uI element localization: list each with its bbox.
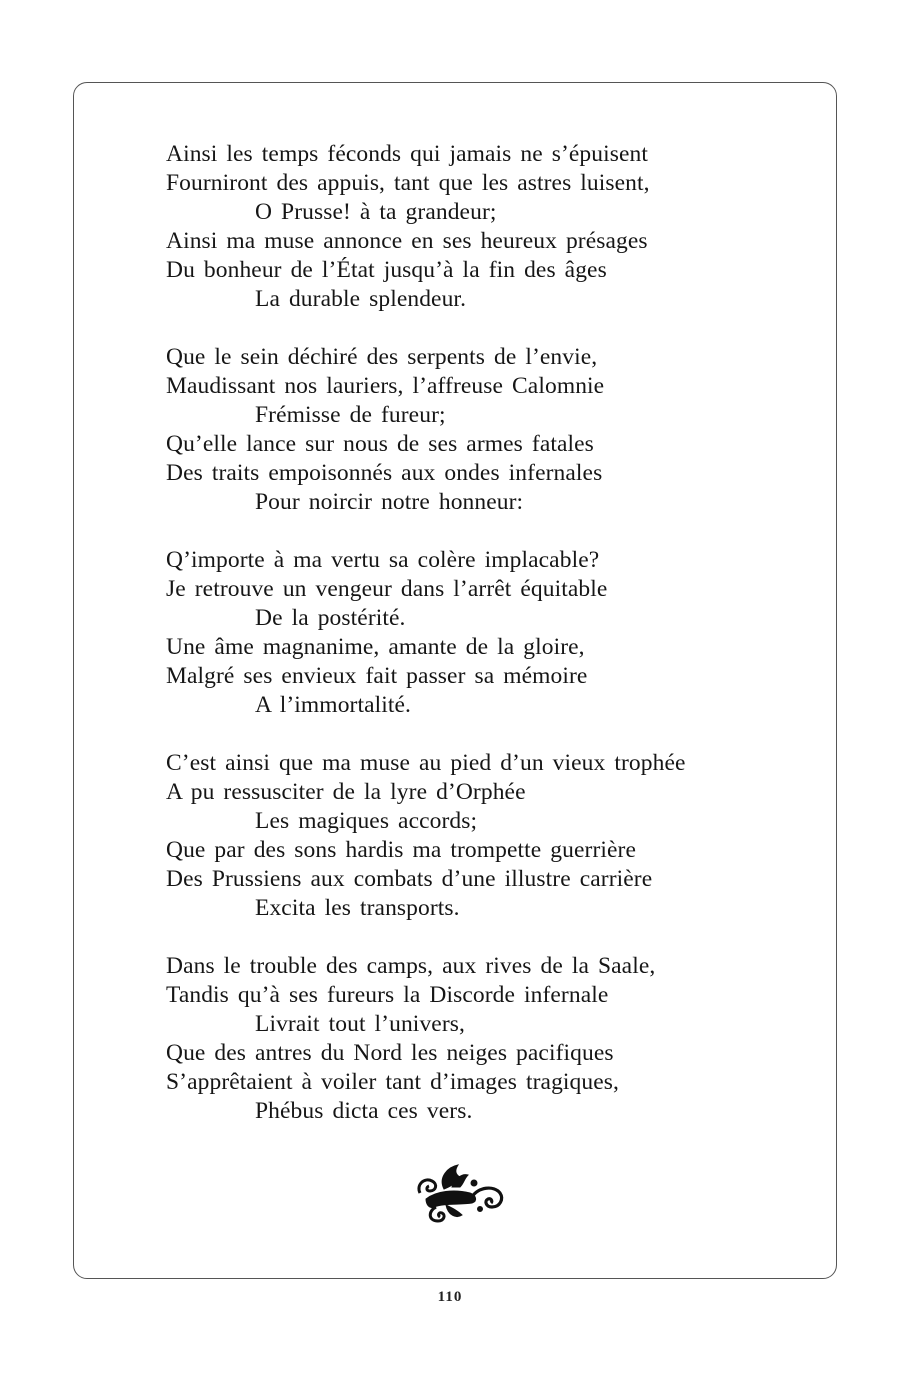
verse-line: Pour noircir notre honneur:	[255, 489, 524, 515]
verse-line: Malgré ses envieux fait passer sa mémoire	[166, 663, 588, 689]
verse-line: Ainsi ma muse annonce en ses heureux présages	[166, 228, 648, 254]
verse-line: Ainsi les temps féconds qui jamais ne s’épuisent	[166, 141, 649, 167]
verse-line: La durable splendeur.	[255, 286, 467, 312]
verse-line: Dans le trouble des camps, aux rives de la Saale,	[166, 953, 656, 979]
verse-line: Excita les transports.	[255, 895, 460, 921]
stanza	[166, 952, 806, 1126]
verse-line: Je retrouve un vengeur dans l’arrêt équitable	[166, 576, 608, 602]
stanza	[166, 140, 806, 314]
stanza	[166, 546, 806, 720]
fleuron-icon	[414, 1163, 506, 1223]
verse-line: O Prusse! à ta grandeur;	[255, 199, 497, 225]
stanza	[166, 749, 806, 923]
verse-line: Phébus dicta ces vers.	[255, 1098, 473, 1124]
poem-body	[166, 140, 806, 1155]
verse-line: Du bonheur de l’État jusqu’à la fin des âges	[166, 257, 607, 283]
verse-line: Des Prussiens aux combats d’une illustre carrière	[166, 866, 653, 892]
stanza	[166, 343, 806, 517]
verse-line: Frémisse de fureur;	[255, 402, 446, 428]
verse-line: A pu ressusciter de la lyre d’Orphée	[166, 779, 526, 805]
verse-line: Tandis qu’à ses fureurs la Discorde infernale	[166, 982, 609, 1008]
verse-line: Livrait tout l’univers,	[255, 1011, 465, 1037]
verse-line: Fourniront des appuis, tant que les astres luisent,	[166, 170, 650, 196]
verse-line: Maudissant nos lauriers, l’affreuse Calomnie	[166, 373, 605, 399]
verse-line: S’apprêtaient à voiler tant d’images tragiques,	[166, 1069, 619, 1095]
verse-line: Les magiques accords;	[255, 808, 478, 834]
verse-line: Qu’elle lance sur nous de ses armes fatales	[166, 431, 594, 457]
page-number: 110	[437, 1289, 463, 1305]
verse-line: Que le sein déchiré des serpents de l’envie,	[166, 344, 598, 370]
verse-line: Que des antres du Nord les neiges pacifiques	[166, 1040, 614, 1066]
verse-line: C’est ainsi que ma muse au pied d’un vieux trophée	[166, 750, 686, 776]
verse-line: De la postérité.	[255, 605, 406, 631]
verse-line: Des traits empoisonnés aux ondes infernales	[166, 460, 603, 486]
verse-line: Q’importe à ma vertu sa colère implacable?	[166, 547, 600, 573]
verse-line: Que par des sons hardis ma trompette guerrière	[166, 837, 636, 863]
verse-line: Une âme magnanime, amante de la gloire,	[166, 634, 585, 660]
verse-line: A l’immortalité.	[255, 692, 412, 718]
